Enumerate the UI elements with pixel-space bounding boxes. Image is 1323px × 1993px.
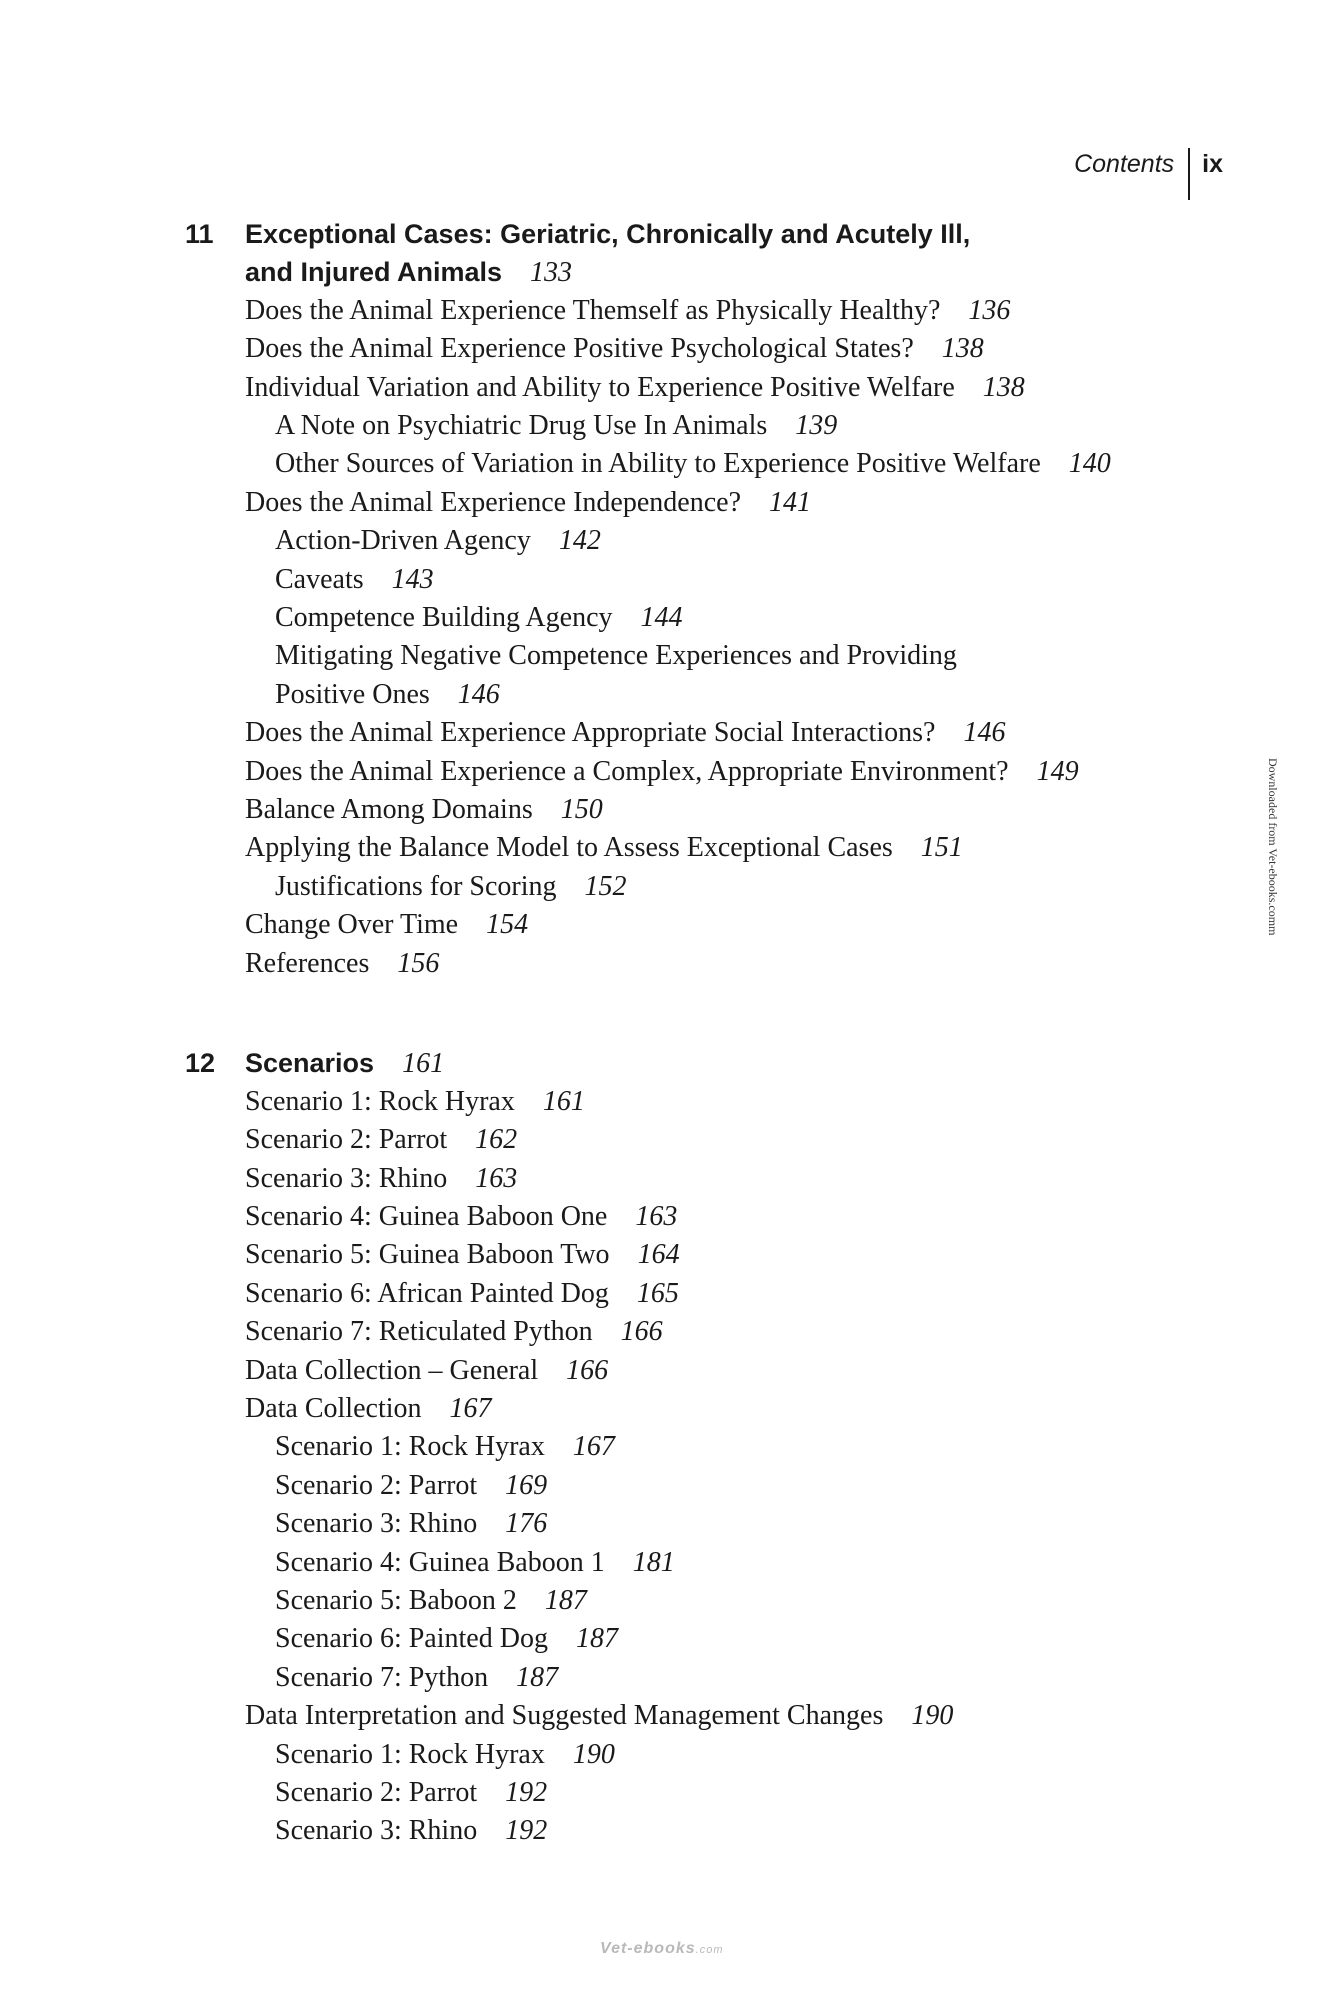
toc-entry-title: Scenario 2: Parrot — [275, 1469, 478, 1501]
toc-page-number: 149 — [1036, 755, 1079, 787]
toc-section-entry — [245, 1236, 680, 1274]
toc-entry-title: Scenario 6: Painted Dog — [275, 1623, 548, 1655]
toc-subsection-entry — [275, 1544, 675, 1582]
toc-section-entry — [245, 829, 963, 867]
toc-entry-title: Scenario 1: Rock Hyrax — [275, 1738, 545, 1770]
toc-section-entry — [245, 1352, 608, 1390]
toc-subsection-entry — [275, 637, 957, 675]
toc-page-number: 162 — [475, 1124, 518, 1156]
toc-section-entry — [245, 945, 439, 983]
toc-entry-title: Scenario 2: Parrot — [275, 1777, 478, 1809]
toc-entry-title: Applying the Balance Model to Assess Exceptional Cases — [245, 832, 893, 864]
toc-subsection-entry — [275, 1505, 547, 1543]
side-download-note: Downloaded from Vet-ebooks.comm — [1266, 758, 1280, 936]
toc-subsection-entry — [275, 561, 434, 599]
toc-entry-title: Scenario 7: Reticulated Python — [245, 1316, 593, 1348]
toc-section-entry — [245, 1390, 492, 1428]
toc-entry-title: Action-Driven Agency — [275, 525, 531, 557]
toc-entry-title: Scenario 3: Rhino — [245, 1162, 448, 1194]
toc-page-number: 192 — [505, 1815, 548, 1847]
toc-entry-title: Scenario 5: Baboon 2 — [275, 1585, 517, 1617]
chapter-number: 11 — [185, 219, 214, 249]
watermark-logo — [600, 1940, 724, 1958]
toc-page-number: 164 — [637, 1239, 680, 1271]
toc-entry-title: Scenarios — [245, 1048, 375, 1079]
toc-entry-title: References — [245, 947, 370, 979]
toc-entry-title: Caveats — [275, 563, 364, 595]
toc-subsection-entry — [275, 1812, 547, 1850]
toc-section-entry — [245, 292, 1010, 330]
toc-page-number: 190 — [572, 1738, 615, 1770]
toc-page-number: 138 — [982, 371, 1025, 403]
toc-subsection-entry — [275, 676, 500, 714]
toc-entry-title: Data Collection — [245, 1393, 422, 1425]
page-number: ix — [1202, 150, 1223, 178]
toc-entry-title: Justifications for Scoring — [275, 870, 557, 902]
toc-section-entry — [245, 484, 811, 522]
toc-entry-title: Scenario 7: Python — [275, 1661, 489, 1693]
toc-page-number: 192 — [505, 1777, 548, 1809]
toc-subsection-entry — [275, 1467, 547, 1505]
toc-entry-title: Does the Animal Experience a Complex, Appropriate Environment? — [245, 755, 1009, 787]
toc-section-entry — [245, 1160, 517, 1198]
toc-page-number: 144 — [640, 602, 683, 633]
toc-page-number: 151 — [920, 832, 963, 864]
toc-section-entry — [245, 1198, 677, 1236]
toc-entry-title: Scenario 4: Guinea Baboon One — [245, 1201, 608, 1233]
toc-page-number: 187 — [516, 1661, 559, 1693]
toc-page-number: 165 — [636, 1277, 679, 1309]
toc-subsection-entry — [275, 1774, 547, 1812]
toc-subsection-entry — [275, 522, 601, 560]
toc-page-number: 166 — [566, 1354, 609, 1386]
toc-entry-title: Scenario 4: Guinea Baboon 1 — [275, 1546, 605, 1578]
toc-section-entry — [245, 1275, 679, 1313]
chapter-number: 12 — [185, 1048, 216, 1079]
toc-page-number: 190 — [911, 1700, 954, 1732]
toc-page-number: 181 — [632, 1546, 675, 1578]
toc-page-number: 187 — [575, 1623, 618, 1655]
toc-page-number: 133 — [530, 257, 573, 289]
toc-subsection-entry — [275, 1736, 615, 1774]
toc-page-number: 167 — [449, 1393, 492, 1425]
watermark-suffix: .com — [695, 1944, 724, 1956]
toc-subsection-entry — [275, 445, 1111, 483]
toc-entry-title: Does the Animal Experience Positive Psychological States? — [245, 333, 914, 365]
toc-page-number: 167 — [572, 1431, 615, 1463]
toc-section-entry — [245, 1083, 585, 1121]
toc-page-number: 156 — [397, 947, 440, 979]
toc-entry-title: and Injured Animals — [245, 257, 503, 288]
toc-entry-title: Individual Variation and Ability to Experience Positive Welfare — [245, 371, 955, 403]
toc-section-entry — [245, 753, 1079, 791]
toc-page-number: 141 — [769, 486, 812, 518]
toc-entry-title: Does the Animal Experience Independence? — [245, 486, 742, 518]
toc-subsection-entry — [275, 407, 837, 445]
toc-entry-title: Data Interpretation and Suggested Management Changes — [245, 1700, 884, 1732]
toc-section-entry — [245, 369, 1025, 407]
toc-entry-title: A Note on Psychiatric Drug Use In Animals — [275, 410, 768, 441]
toc-section-entry — [245, 791, 603, 829]
toc-subsection-entry — [275, 868, 627, 906]
toc-entry-title: Does the Animal Experience Appropriate Social Interactions? — [245, 717, 936, 749]
toc-entry-title: Scenario 3: Rhino — [275, 1815, 478, 1847]
toc-page-number: 142 — [558, 525, 601, 557]
toc-section-entry — [245, 330, 984, 368]
toc-subsection-entry — [275, 1659, 558, 1697]
toc-page-number: 140 — [1068, 448, 1111, 480]
toc-page-number: 166 — [620, 1316, 663, 1348]
toc-section-entry — [245, 906, 528, 944]
toc-entry-title: Mitigating Negative Competence Experiences and Providing — [275, 640, 957, 672]
toc-page-number: 143 — [391, 563, 434, 595]
toc-page-number: 154 — [486, 909, 529, 941]
toc-entry-title: Balance Among Domains — [245, 794, 533, 825]
toc-section-entry — [245, 1121, 517, 1159]
running-head — [1074, 148, 1223, 200]
toc-page-number: 139 — [795, 410, 838, 441]
toc-section-entry — [245, 714, 1005, 752]
toc-page-number: 136 — [968, 294, 1011, 326]
toc-subsection-entry — [275, 599, 683, 637]
toc-page-number: 169 — [505, 1469, 548, 1501]
watermark-main: Vet-ebooks — [600, 1940, 696, 1957]
toc-page-number: 146 — [457, 678, 500, 710]
toc-page-number: 138 — [941, 333, 984, 365]
toc-subsection-entry — [275, 1620, 618, 1658]
toc-page-number: 150 — [560, 794, 603, 825]
toc-entry-title: Data Collection – General — [245, 1354, 539, 1386]
toc-entry-title: Change Over Time — [245, 909, 459, 941]
toc-entry-title: Scenario 1: Rock Hyrax — [245, 1085, 515, 1117]
toc-page-number: 152 — [584, 870, 627, 902]
toc-page-number: 176 — [505, 1508, 548, 1540]
toc-entry-title: Positive Ones — [275, 678, 430, 710]
toc-page-number: 163 — [635, 1201, 678, 1233]
toc-subsection-entry — [275, 1582, 587, 1620]
toc-entry-title: Scenario 3: Rhino — [275, 1508, 478, 1540]
toc-entry-title: Scenario 6: African Painted Dog — [245, 1277, 609, 1309]
toc-entry-title: Exceptional Cases: Geriatric, Chronically and Acutely Ill, — [245, 219, 971, 249]
toc-page-number: 161 — [402, 1048, 445, 1080]
toc-subsection-entry — [275, 1428, 615, 1466]
toc-entry-title: Competence Building Agency — [275, 602, 613, 633]
toc-entry-title: Does the Animal Experience Themself as Physically Healthy? — [245, 294, 941, 326]
toc-chapter-heading — [245, 253, 572, 292]
toc-entry-title: Scenario 2: Parrot — [245, 1124, 448, 1156]
toc-entry-title: Other Sources of Variation in Ability to Experience Positive Welfare — [275, 448, 1041, 480]
toc-section-entry — [245, 1313, 663, 1351]
toc-entry-title: Scenario 1: Rock Hyrax — [275, 1431, 545, 1463]
toc-page-number: 161 — [542, 1085, 585, 1117]
toc-entry-title: Scenario 5: Guinea Baboon Two — [245, 1239, 610, 1271]
toc-chapter-heading — [185, 1044, 445, 1083]
toc-page-number: 146 — [963, 717, 1006, 749]
toc-chapter-heading — [185, 215, 971, 254]
toc-page-number: 187 — [544, 1585, 587, 1617]
running-head-section: Contents — [1074, 150, 1175, 178]
toc-section-entry — [245, 1697, 953, 1735]
toc-page-number: 163 — [475, 1162, 518, 1194]
